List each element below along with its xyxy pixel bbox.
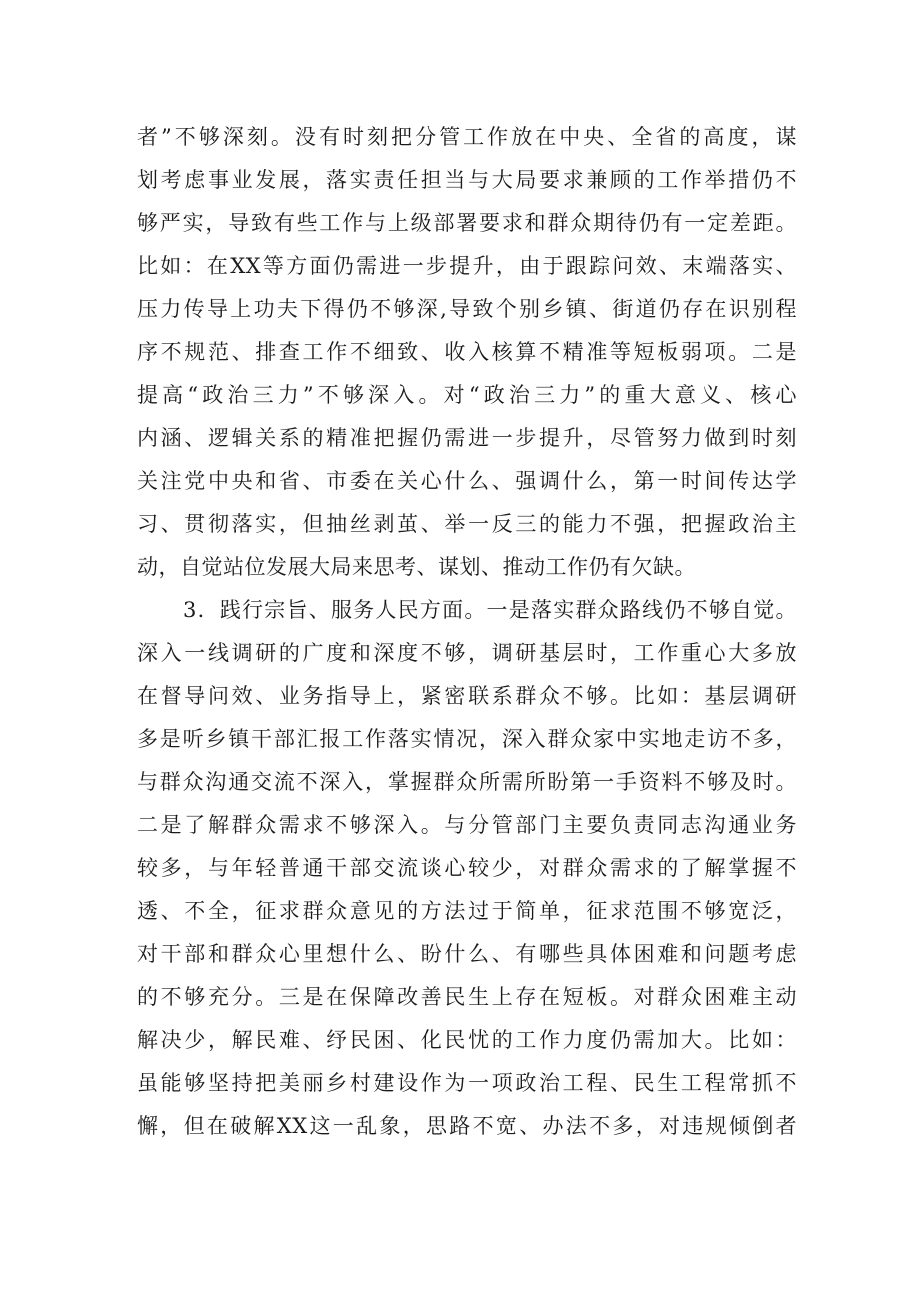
text-line: 划考虑事业发展，落实责任担当与大局要求兼顾的工作举措仍不 (137, 168, 797, 192)
text-line: 深入一线调研的广度和深度不够，调研基层时，工作重心大多放 (137, 641, 797, 665)
text-line: 习、贯彻落实，但抽丝剥茧、举一反三的能力不强，把握政治主 (137, 512, 797, 536)
text-line: 提高“政治三力”不够深入。对“政治三力”的重大意义、核心 (137, 383, 797, 407)
text-line: 在督导问效、业务指导上，紧密联系群众不够。比如：基层调研 (137, 684, 797, 708)
text-line: 二是了解群众需求不够深入。与分管部门主要负责同志沟通业务 (137, 813, 797, 837)
text-line: 关注党中央和省、市委在关心什么、强调什么，第一时间传达学 (137, 469, 797, 493)
text-line: 者”不够深刻。没有时刻把分管工作放在中央、全省的高度，谋 (137, 125, 797, 149)
text-line: 对干部和群众心里想什么、盼什么、有哪些具体困难和问题考虑 (137, 942, 797, 966)
text-line: 解决少，解民难、纾民困、化民忧的工作力度仍需加大。比如： (137, 1028, 797, 1052)
text-line: 虽能够坚持把美丽乡村建设作为一项政治工程、民生工程常抓不 (137, 1071, 797, 1095)
text-line: 动，自觉站位发展大局来思考、谋划、推动工作仍有欠缺。 (137, 555, 696, 579)
body-text (137, 116, 797, 1148)
text-line: 多是听乡镇干部汇报工作落实情况，深入群众家中实地走访不多， (137, 727, 797, 751)
text-line: 的不够充分。三是在保障改善民生上存在短板。对群众困难主动 (137, 985, 797, 1009)
text-line: 够严实，导致有些工作与上级部署要求和群众期待仍有一定差距。 (137, 211, 797, 235)
text-line: 较多，与年轻普通干部交流谈心较少，对群众需求的了解掌握不 (137, 856, 797, 880)
section-heading-line: 3．践行宗旨、服务人民方面。一是落实群众路线仍不够自觉。 (183, 598, 797, 622)
text-line: 透、不全，征求群众意见的方法过于简单，征求范围不够宽泛， (137, 899, 797, 923)
text-line: 比如：在XX等方面仍需进一步提升，由于跟踪问效、末端落实、 (137, 254, 797, 278)
text-line: 懈，但在破解XX这一乱象，思路不宽、办法不多，对违规倾倒者 (137, 1114, 797, 1138)
text-line: 压力传导上功夫下得仍不够深,导致个别乡镇、街道仍存在识别程 (137, 297, 797, 321)
text-line: 序不规范、排查工作不细致、收入核算不精准等短板弱项。二是 (137, 340, 797, 364)
text-line: 与群众沟通交流不深入，掌握群众所需所盼第一手资料不够及时。 (137, 770, 797, 794)
text-line: 内涵、逻辑关系的精准把握仍需进一步提升，尽管努力做到时刻 (137, 426, 797, 450)
